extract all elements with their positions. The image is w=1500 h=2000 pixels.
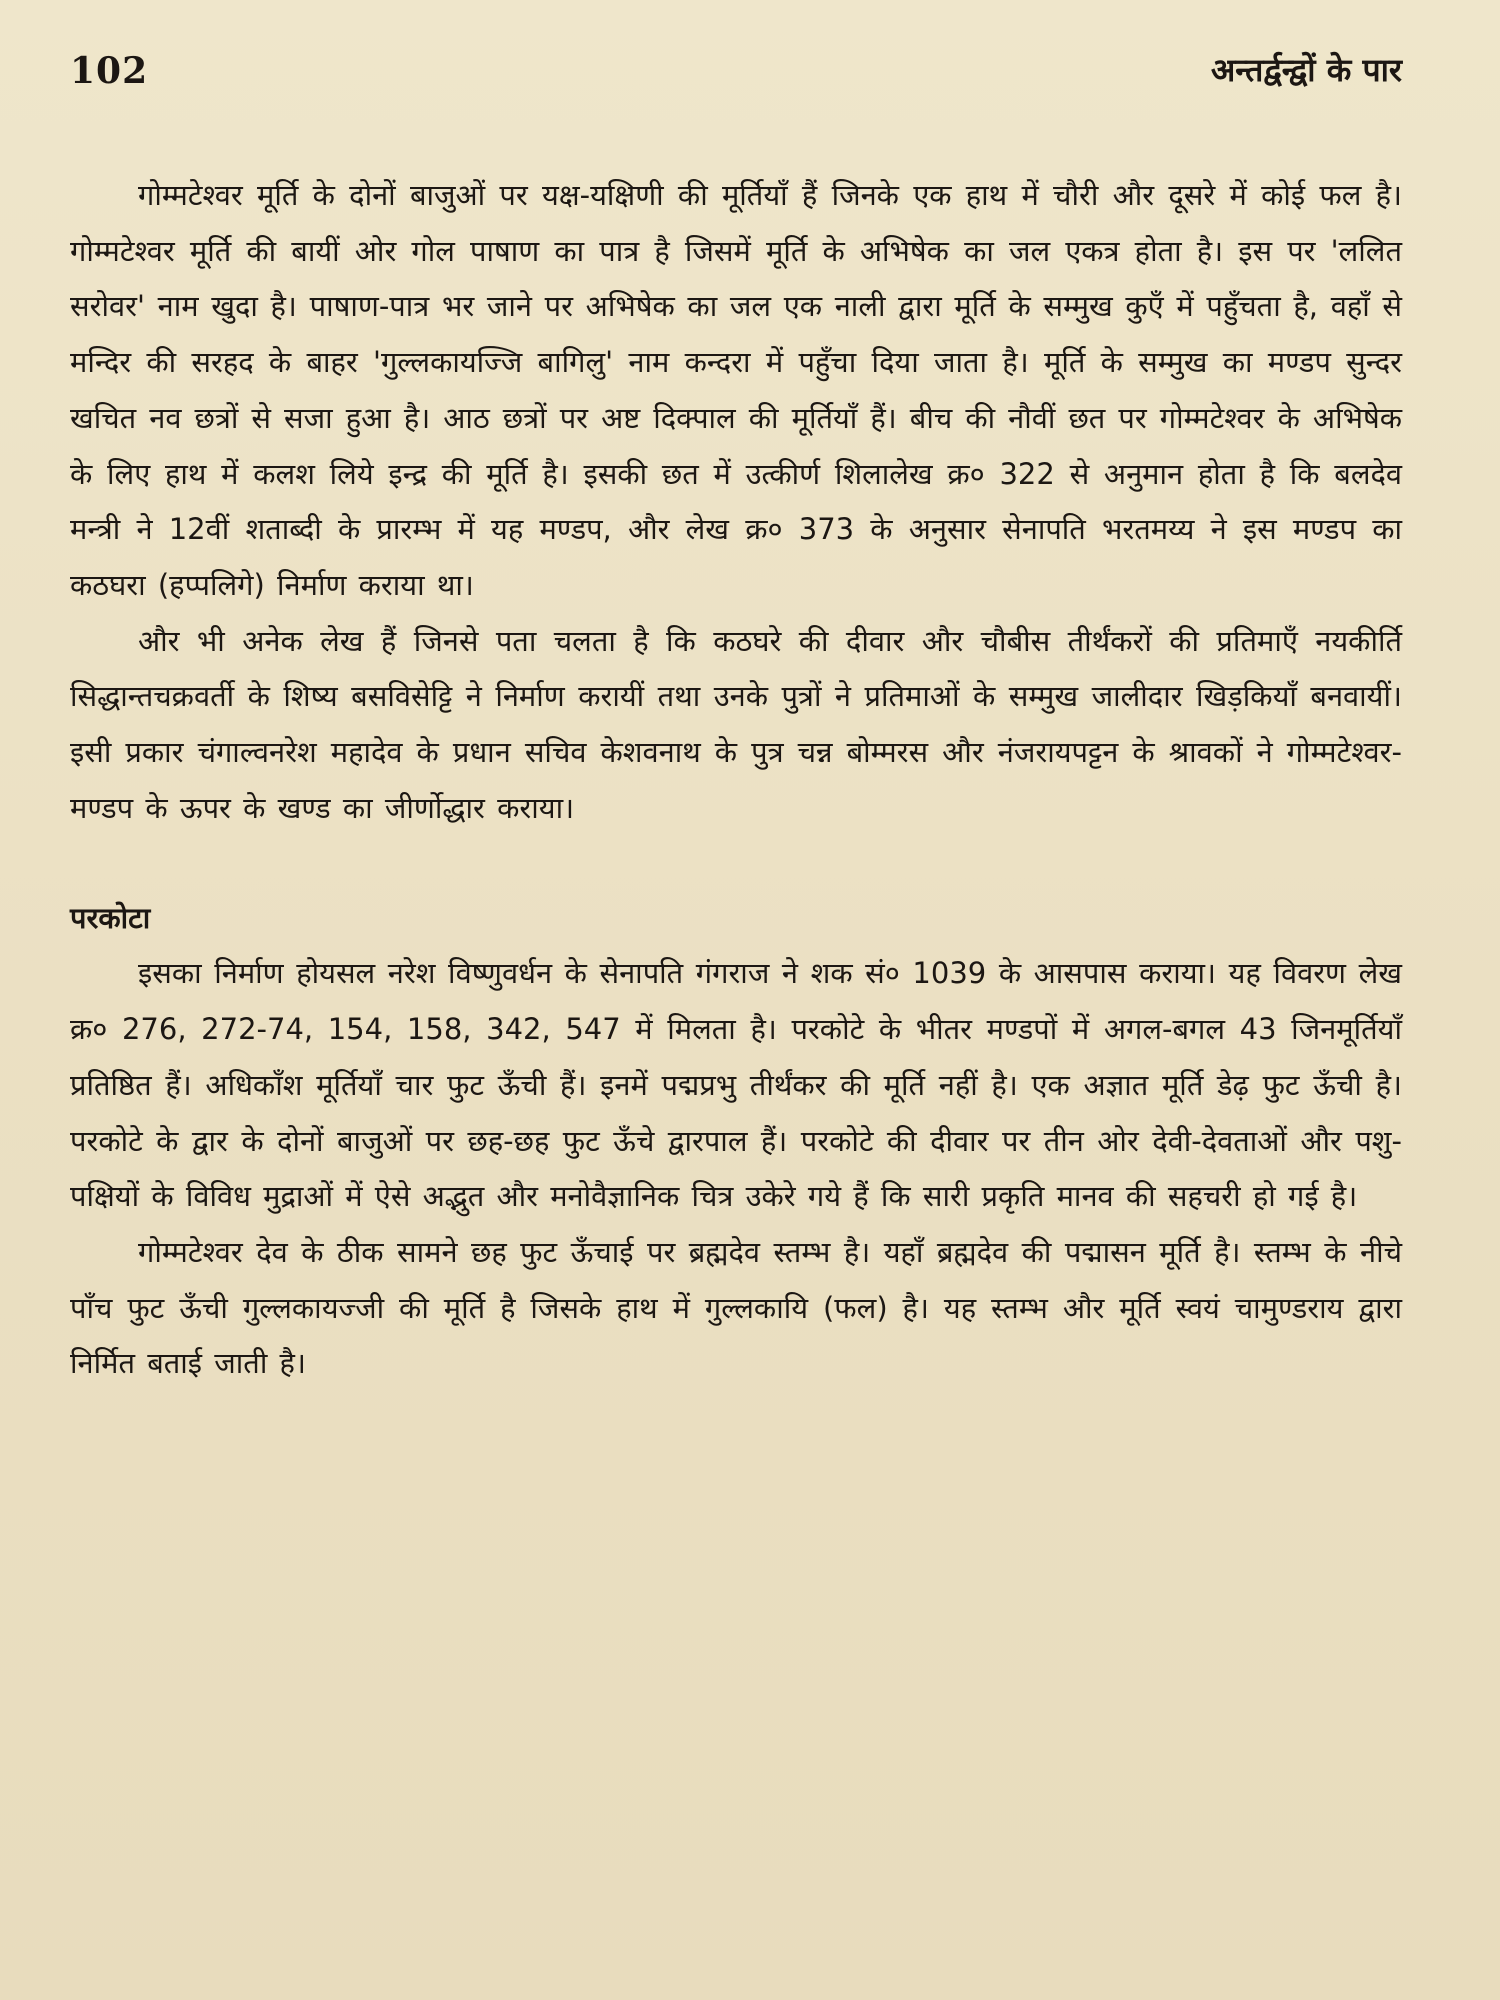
paragraph-parkota-construction: इसका निर्माण होयसल नरेश विष्णुवर्धन के सेनापति गंगराज ने शक सं० 1039 के आसपास कराया। यह विवरण लेख क्र० 276, 272-74, 154, 158, 342, 547 में मिलता है। परकोटे के भीतर मण्डपों में अगल-बगल 43 जिनमूर्तियाँ प्रतिष्ठित हैं। अधिकाँश मूर्तियाँ चार फुट ऊँची हैं। इनमें पद्मप्रभु तीर्थंकर की मूर्ति नहीं है। एक अज्ञात मूर्ति डेढ़ फुट ऊँची है। परकोटे के द्वार के दोनों बाजुओं पर छह-छह फुट ऊँचे द्वारपाल हैं। परकोटे की दीवार पर तीन ओर देवी-देवताओं और पशु-पक्षियों के विविध मुद्राओं में ऐसे अद्भुत और मनोवैज्ञानिक चित्र उकेरे गये हैं कि सारी प्रकृति मानव की सहचरी हो गई है। bbox=[70, 956, 1402, 1214]
page-content bbox=[70, 168, 1402, 1392]
paragraph-inscriptions: और भी अनेक लेख हैं जिनसे पता चलता है कि कठघरे की दीवार और चौबीस तीर्थंकरों की प्रतिमाएँ नयकीर्ति सिद्धान्तचक्रवर्ती के शिष्य बसविसेट्टि ने निर्माण करायीं तथा उनके पुत्रों ने प्रतिमाओं के सम्मुख जालीदार खिड़कियाँ बनवायीं। इसी प्रकार चंगाल्वनरेश महादेव के प्रधान सचिव केशवनाथ के पुत्र चन्न बोम्मरस और नंजरायपट्टन के श्रावकों ने गोम्मटेश्वर-मण्डप के ऊपर के खण्ड का जीर्णोद्धार कराया। bbox=[70, 623, 1402, 825]
paragraph-brahmadev-stambh: गोम्मटेश्वर देव के ठीक सामने छह फुट ऊँचाई पर ब्रह्मदेव स्तम्भ है। यहाँ ब्रह्मदेव की पद्मासन मूर्ति है। स्तम्भ के नीचे पाँच फुट ऊँची गुल्लकायज्जी की मूर्ति है जिसके हाथ में गुल्लकायि (फल) है। यह स्तम्भ और मूर्ति स्वयं चामुण्डराय द्वारा निर्मित बताई जाती है। bbox=[70, 1234, 1402, 1381]
page-header bbox=[70, 40, 1402, 110]
paragraph-gommateshwar-mandap: गोम्मटेश्वर मूर्ति के दोनों बाजुओं पर यक्ष-यक्षिणी की मूर्तियाँ हैं जिनके एक हाथ में चौरी और दूसरे में कोई फल है। गोम्मटेश्वर मूर्ति की बायीं ओर गोल पाषाण का पात्र है जिसमें मूर्ति के अभिषेक का जल एकत्र होता है। इस पर 'ललित सरोवर' नाम खुदा है। पाषाण-पात्र भर जाने पर अभिषेक का जल एक नाली द्वारा मूर्ति के सम्मुख कुएँ में पहुँचता है, वहाँ से मन्दिर की सरहद के बाहर 'गुल्लकायज्जि बागिलु' नाम कन्दरा में पहुँचा दिया जाता है। मूर्ति के सम्मुख का मण्डप सुन्दर खचित नव छत्रों से सजा हुआ है। आठ छत्रों पर अष्ट दिक्पाल की मूर्तियाँ हैं। बीच की नौवीं छत पर गोम्मटेश्वर के अभिषेक के लिए हाथ में कलश लिये इन्द्र की मूर्ति है। इसकी छत में उत्कीर्ण शिलालेख क्र० 322 से अनुमान होता है कि बलदेव मन्त्री ने 12वीं शताब्दी के प्रारम्भ में यह मण्डप, और लेख क्र० 373 के अनुसार सेनापति भरतमय्य ने इस मण्डप का कठघरा (हप्पलिगे) निर्माण कराया था। bbox=[70, 178, 1402, 602]
section-heading-parkota: परकोटा bbox=[70, 901, 151, 936]
running-title: अन्तर्द्वन्द्वों के पार bbox=[1210, 51, 1402, 89]
page-number: 102 bbox=[70, 50, 149, 92]
section-spacer bbox=[70, 836, 1402, 891]
